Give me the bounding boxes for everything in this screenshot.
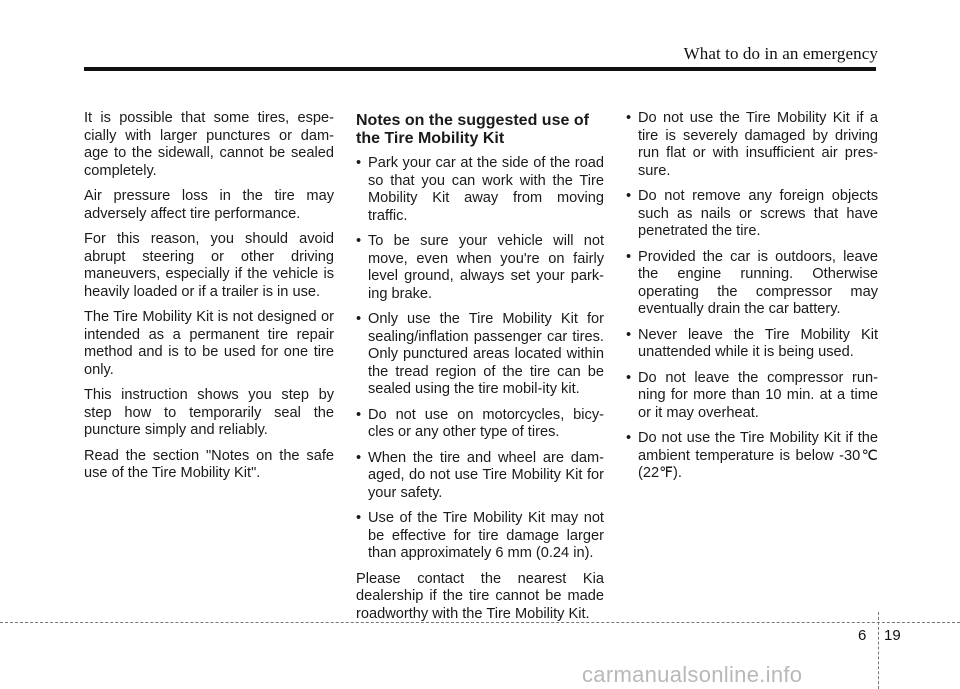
paragraph: This instruction shows you step by step how to temporarily seal the puncture simply and reliably. — [84, 387, 334, 438]
column-left — [84, 110, 334, 491]
bullet-item: • Never leave the Tire Mobility Kit unattended while it is being used. — [626, 326, 878, 360]
section-header-title: What to do in an emergency — [683, 44, 878, 63]
bullet-item: • Do not use the Tire Mobility Kit if a tire is severely damaged by driving run flat or with insufficient air pres-sure. — [626, 110, 878, 179]
chapter-number: 6 — [858, 627, 867, 644]
bullet-item: • Do not use on motorcycles, bicy-cles or any other type of tires. — [356, 406, 604, 440]
watermark-text: carmanualsonline.info — [582, 662, 803, 687]
bullet-item: • Park your car at the side of the road so that you can work with the Tire Mobility Kit away from moving traffic. — [356, 155, 604, 224]
bullet-item: • Provided the car is outdoors, leave the engine running. Otherwise operating the compressor may eventually drain the car battery. — [626, 248, 878, 317]
bullet-icon: • — [356, 311, 362, 327]
bullet-icon: • — [626, 188, 632, 204]
paragraph: It is possible that some tires, espe-cially with larger punctures or dam-age to the sidewall, cannot be sealed completely. — [84, 110, 334, 179]
bullet-icon: • — [626, 369, 632, 386]
bullet-item: • Do not remove any foreign objects such as nails or screws that have penetrated the tire. — [626, 188, 878, 239]
bullet-icon: • — [356, 406, 362, 423]
bullet-item: • Use of the Tire Mobility Kit may not be effective for tire damage larger than approximately 6 mm (0.24 in). — [356, 510, 604, 561]
section-title: Notes on the suggested use of the Tire Mobility Kit — [356, 112, 589, 147]
paragraph: For this reason, you should avoid abrupt steering or other driving maneuvers, especially if the vehicle is heavily loaded or if a trailer is in use. — [84, 231, 334, 300]
bullet-item: • To be sure your vehicle will not move, even when you're on fairly level ground, always set your park-ing brake. — [356, 233, 604, 302]
column-right — [626, 110, 878, 491]
paragraph: The Tire Mobility Kit is not designed or intended as a permanent tire repair method and is to be used for one tire only. — [84, 309, 334, 378]
bullet-icon: • — [626, 248, 632, 265]
footer-dashed-line — [0, 622, 960, 623]
paragraph: Read the section "Notes on the safe use of the Tire Mobility Kit". — [84, 447, 334, 481]
paragraph-continuation: Please contact the nearest Kia dealership if the tire cannot be made roadworthy with the Tire Mobility Kit. — [356, 570, 604, 622]
bullet-item: • Do not leave the compressor run-ning for more than 10 min. at a time or it may overheat. — [626, 369, 878, 421]
bullet-icon: • — [356, 510, 362, 526]
bullet-item: • Do not use the Tire Mobility Kit if the ambient temperature is below -30℃ (22℉). — [626, 430, 878, 481]
footer-vertical-dashed-line — [878, 612, 879, 689]
bullet-item: • When the tire and wheel are dam-aged, do not use Tire Mobility Kit for your safety. — [356, 449, 604, 501]
bullet-icon: • — [356, 449, 362, 466]
bullet-icon: • — [626, 110, 632, 126]
page-number: 19 — [884, 627, 901, 644]
bullet-icon: • — [356, 233, 362, 249]
column-middle — [356, 112, 604, 631]
paragraph: Air pressure loss in the tire may adversely affect tire performance. — [84, 188, 334, 222]
bullet-icon: • — [626, 430, 632, 446]
bullet-icon: • — [356, 155, 362, 171]
header-rule — [84, 67, 876, 71]
bullet-icon: • — [626, 326, 632, 343]
bullet-item: • Only use the Tire Mobility Kit for sealing/inflation passenger car tires. Only punctured areas located within the tread region of the tire can be sealed using the tire mobil-ity kit. — [356, 311, 604, 397]
